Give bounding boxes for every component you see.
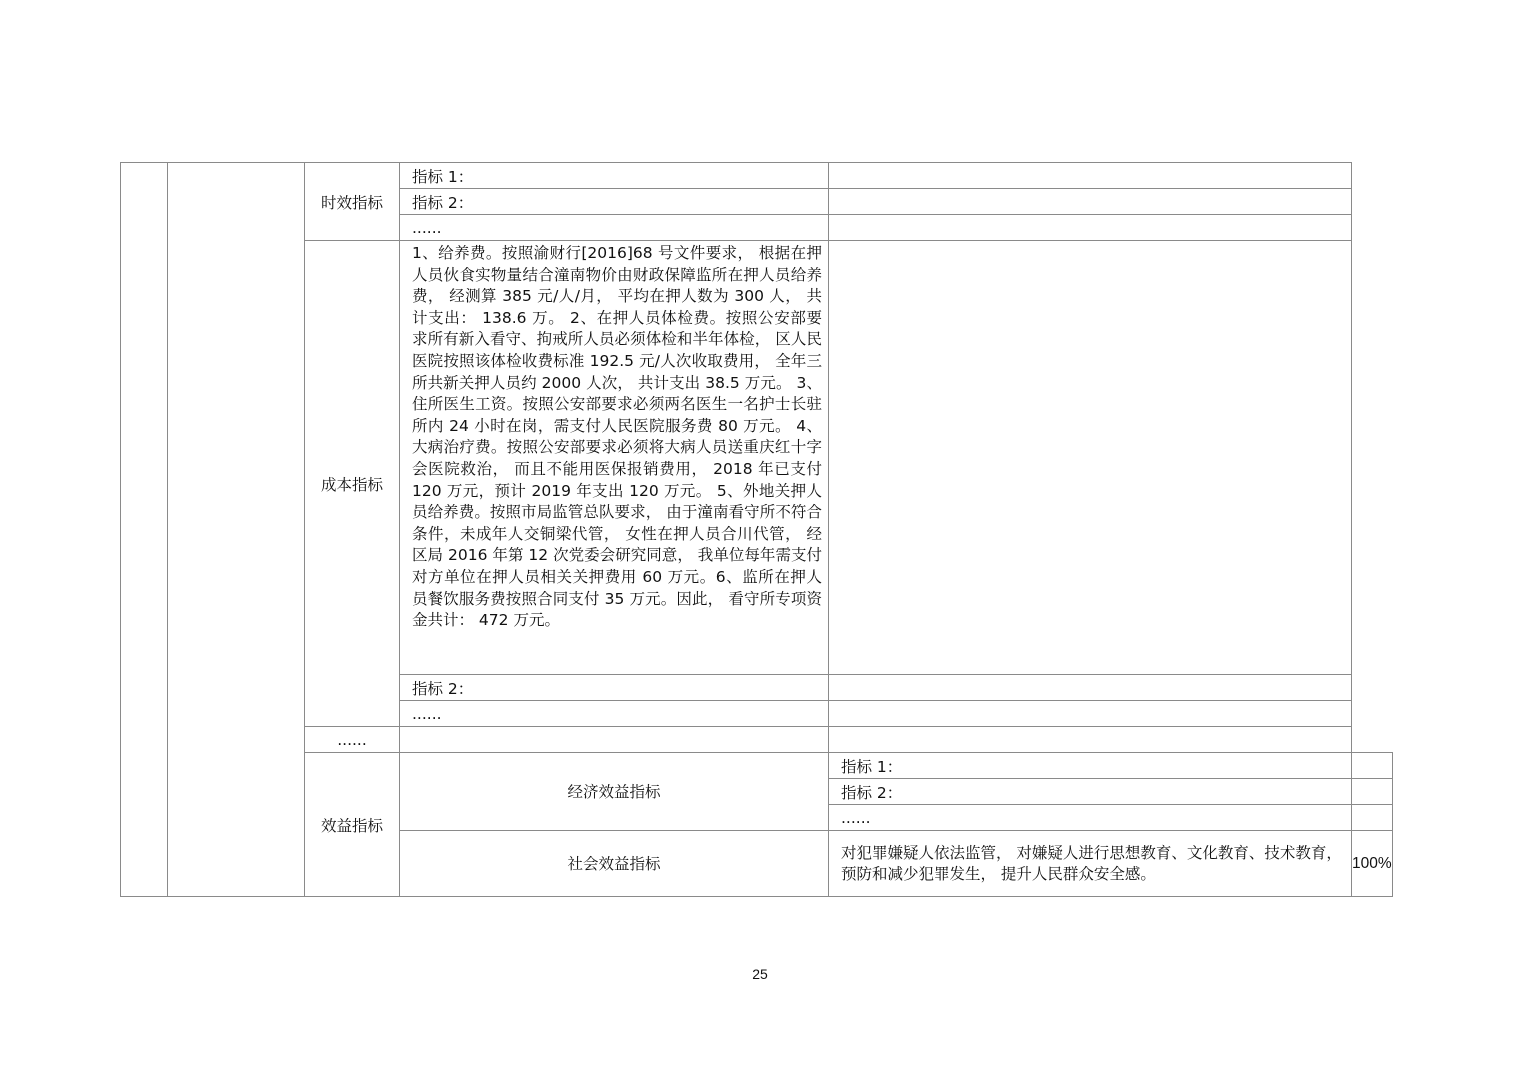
economic-indicator-2: 指标 2： bbox=[829, 779, 1352, 805]
social-indicator-text: 对犯罪嫌疑人依法监管， 对嫌疑人进行思想教育、文化教育、技术教育， 预防和减少犯罪发生， 提升人民群众安全感。 bbox=[829, 831, 1352, 897]
timeliness-indicator-1: 指标 1： bbox=[400, 163, 829, 189]
cost-value-2 bbox=[829, 675, 1352, 701]
timeliness-value-2 bbox=[829, 189, 1352, 215]
timeliness-indicator-2: 指标 2： bbox=[400, 189, 829, 215]
social-benefit-label: 社会效益指标 bbox=[400, 831, 829, 897]
cost-value-more bbox=[829, 701, 1352, 727]
cost-value-1 bbox=[829, 241, 1352, 675]
timeliness-value-more bbox=[829, 215, 1352, 241]
performance-indicator-table bbox=[120, 162, 1393, 897]
cost-indicator-2: 指标 2： bbox=[400, 675, 829, 701]
economic-benefit-label: 经济效益指标 bbox=[400, 753, 829, 831]
cost-indicator-1-text: 1、给养费。按照渝财行[2016]68 号文件要求， 根据在押人员伙食实物量结合潼南物价由财政保障监所在押人员给养费， 经测算 385 元/人/月， 平均在押人数为 300 人， 共计支出： 138.6 万。 2、在押人员体检费。按照公安部要求所有新入看守、拘戒所人员必须体检和半年体检， 区人民医院按照该体检收费标准 192.5 元/人次收取费用， 全年三所共新关押人员约 2000 人次， 共计支出 38.5 万元。 3、住所医生工资。按照公安部要求必须两名医生一名护士长驻所内 24 小时在岗，需支付人民医院服务费 80 万元。 4、大病治疗费。按照公安部要求必须将大病人员送重庆红十字会医院救治， 而且不能用医保报销费用， 2018 年已支付 120 万元，预计 2019 年支出 120 万元。 5、外地关押人员给养费。按照市局监管总队要求， 由于潼南看守所不符合条件，未成年人交铜梁代管， 女性在押人员合川代管， 经区局 2016 年第 12 次党委会研究同意， 我单位每年需支付对方单位在押人员相关关押费用 60 万元。6、监所在押人员餐饮服务费按照合同支付 35 万元。因此， 看守所专项资金共计： 472 万元。 bbox=[400, 241, 829, 675]
output-indicator-cell bbox=[168, 163, 305, 897]
cost-indicator-more: ...... bbox=[400, 701, 829, 727]
economic-indicator-1: 指标 1： bbox=[829, 753, 1352, 779]
first-level-column bbox=[121, 163, 168, 897]
output-more-value bbox=[829, 727, 1352, 753]
social-indicator-value: 100% bbox=[1352, 831, 1393, 897]
timeliness-value-1 bbox=[829, 163, 1352, 189]
page-number: 25 bbox=[752, 966, 768, 982]
benefit-category: 效益指标 bbox=[305, 753, 400, 897]
output-more-indicator bbox=[400, 727, 829, 753]
cost-category: 成本指标 bbox=[305, 241, 400, 727]
economic-value-1 bbox=[1352, 753, 1393, 779]
economic-value-more bbox=[1352, 805, 1393, 831]
economic-indicator-more: ...... bbox=[829, 805, 1352, 831]
output-category-more: ...... bbox=[305, 727, 400, 753]
timeliness-indicator-more: ...... bbox=[400, 215, 829, 241]
timeliness-category: 时效指标 bbox=[305, 163, 400, 241]
economic-value-2 bbox=[1352, 779, 1393, 805]
